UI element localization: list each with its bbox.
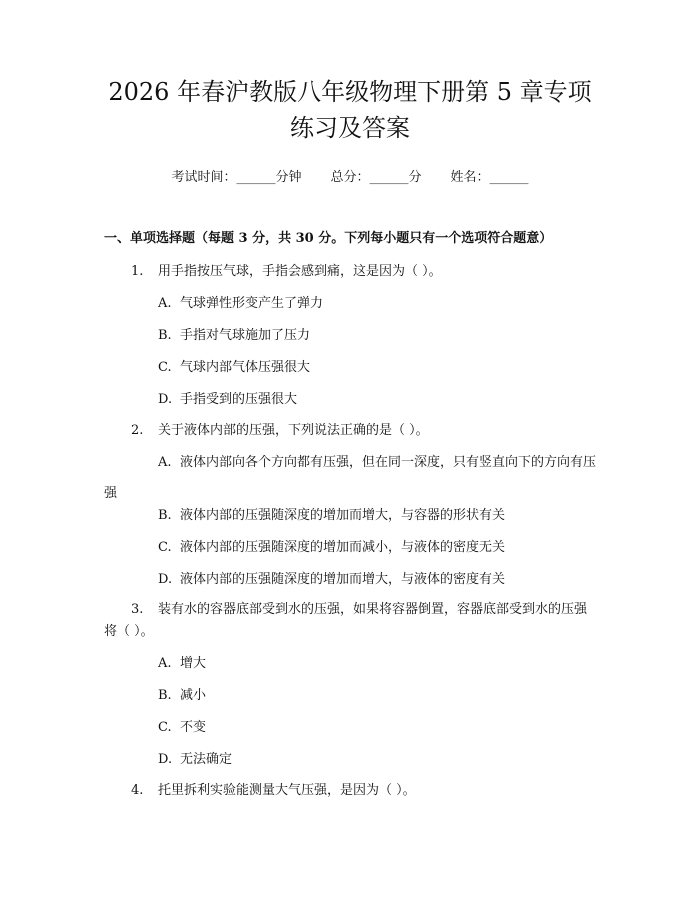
question-text: 关于液体内部的压强，下列说法正确的是（ ）。 <box>158 423 429 438</box>
question-3 <box>104 599 596 643</box>
title-line-1: 2026 年春沪教版八年级物理下册第 5 章专项 <box>108 78 592 106</box>
option-letter: B. <box>158 328 172 343</box>
question-number: 4. <box>131 783 144 798</box>
option-3a <box>158 654 206 674</box>
option-text: 液体内部向各个方向都有压强，但在同一深度，只有竖直向下的方向有压强 <box>104 455 597 501</box>
section-heading: 一、单项选择题（每题 3 分，共 30 分。下列每小题只有一个选项符合题意） <box>104 231 553 246</box>
question-1 <box>104 262 596 282</box>
option-1d <box>158 390 297 410</box>
option-3c <box>158 718 206 738</box>
option-text: 液体内部的压强随深度的增加而增大，与容器的形状有关 <box>180 508 506 523</box>
question-text: 用手指按压气球，手指会感到痛，这是因为（ ）。 <box>158 264 442 279</box>
option-letter: D. <box>158 392 173 407</box>
option-letter: A. <box>158 296 172 311</box>
option-2b <box>158 506 505 526</box>
option-2a <box>104 447 596 509</box>
option-1b <box>158 326 310 346</box>
option-1c <box>158 358 310 378</box>
option-text: 增大 <box>180 656 207 671</box>
option-2d <box>158 570 505 590</box>
question-2 <box>104 421 596 441</box>
option-text: 气球内部气体压强很大 <box>180 360 311 375</box>
option-letter: C. <box>158 360 172 375</box>
option-text: 液体内部的压强随深度的增加而增大，与液体的密度有关 <box>180 572 506 587</box>
option-text: 减小 <box>180 688 207 703</box>
question-number: 2. <box>131 423 144 438</box>
student-name-label: 姓名：______ <box>450 170 529 185</box>
exam-meta <box>0 168 700 188</box>
option-text: 手指受到的压强很大 <box>180 392 298 407</box>
question-number: 1. <box>131 264 144 279</box>
title-line-2: 练习及答案 <box>290 114 410 142</box>
option-3d <box>158 750 232 770</box>
option-1a <box>158 294 323 314</box>
option-text: 不变 <box>180 720 207 735</box>
question-text: 托里拆利实验能测量大气压强，是因为（ ）。 <box>158 783 416 798</box>
option-letter: A. <box>158 656 172 671</box>
exam-time-label: 考试时间：______分钟 <box>171 170 302 185</box>
option-3b <box>158 686 206 706</box>
option-text: 手指对气球施加了压力 <box>180 328 311 343</box>
option-2c <box>158 538 505 558</box>
option-letter: C. <box>158 720 172 735</box>
option-letter: D. <box>158 572 173 587</box>
option-text: 气球弹性形变产生了弹力 <box>180 296 324 311</box>
option-letter: A. <box>158 455 172 470</box>
question-number: 3. <box>131 602 144 617</box>
option-text: 液体内部的压强随深度的增加而减小，与液体的密度无关 <box>180 540 506 555</box>
option-letter: D. <box>158 752 173 767</box>
option-text: 无法确定 <box>180 752 233 767</box>
total-score-label: 总分：______分 <box>330 170 422 185</box>
question-4 <box>104 781 596 801</box>
option-letter: B. <box>158 688 172 703</box>
document-title <box>60 74 640 146</box>
option-letter: C. <box>158 540 172 555</box>
option-letter: B. <box>158 508 172 523</box>
question-text: 装有水的容器底部受到水的压强，如果将容器倒置，容器底部受到水的压强将（ ）。 <box>104 602 588 639</box>
